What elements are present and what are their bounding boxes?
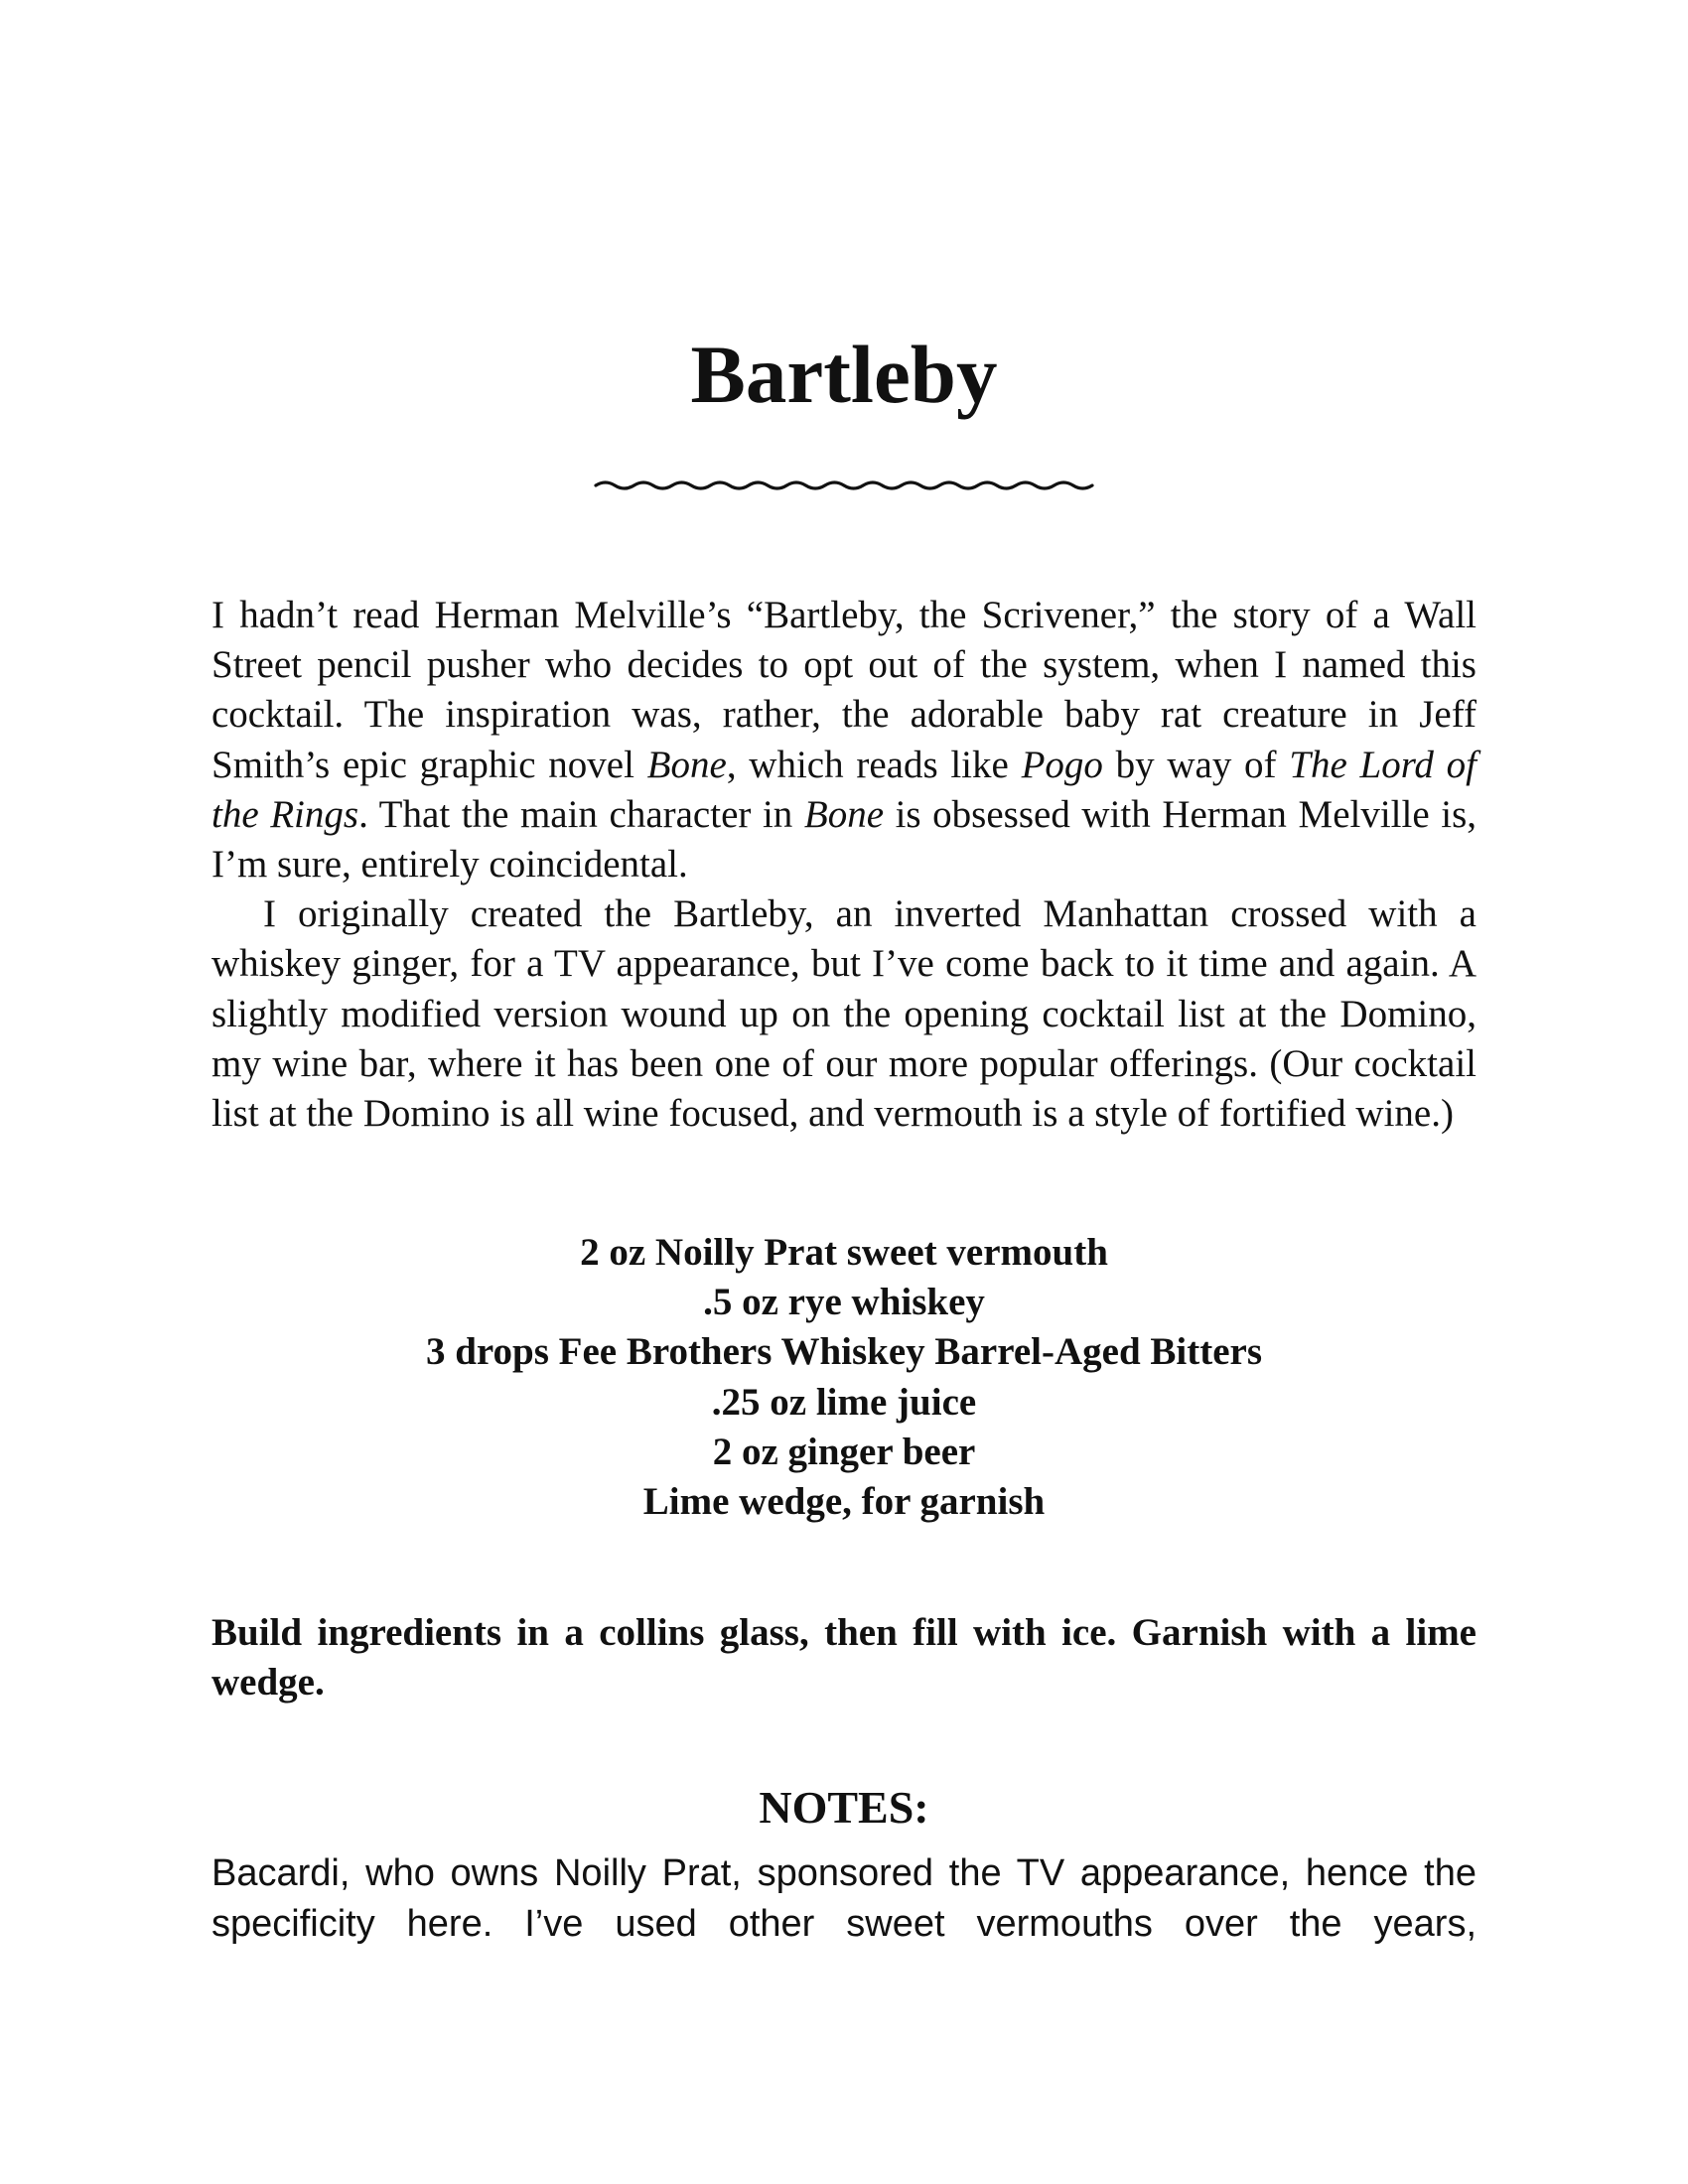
paragraph-text-run: I hadn’t read Herman Melville’s “Bartleby, the Scrivener,” the story of a Wall Street pencil pusher who decides to opt out of the system, when I named this cocktail. The inspiration was, rather, the adorable baby rat creature in Jeff Smith’s epic graphic novel (211, 594, 1477, 786)
notes-text: Bacardi, who owns Noilly Prat, sponsored the TV appearance, hence the specificity here. I’ve used other sweet vermouths over the years, (211, 1852, 1477, 1945)
intro-paragraph-1 (211, 591, 1477, 889)
intro-text (211, 591, 1477, 1139)
paragraph-text-run: . That the main character in (358, 792, 804, 836)
italic-title-text: Bone (803, 792, 885, 836)
ingredient-item: .5 oz rye whiskey (703, 1281, 985, 1324)
italic-title-text: The Lord of the Rings (211, 743, 1477, 836)
ingredient-item: 2 oz ginger beer (712, 1430, 976, 1473)
recipe-instructions: Build ingredients in a collins glass, then fill with ice. Garnish with a lime wedge. (211, 1611, 1477, 1705)
italic-title-text: Bone (646, 743, 727, 786)
paragraph-text-run: , which reads like (726, 743, 1022, 786)
ingredient-item: 3 drops Fee Brothers Whiskey Barrel-Aged Bitters (425, 1330, 1263, 1374)
notes-heading: NOTES: (759, 1782, 929, 1833)
recipe-title: Bartleby (690, 329, 998, 420)
paragraph-text-run: is obsessed with Herman Melville is, I’m sure, entirely coincidental. (211, 792, 1477, 887)
ingredient-list (211, 1228, 1477, 1527)
paragraph-text-run: by way of (1102, 743, 1290, 786)
italic-title-text: Pogo (1021, 743, 1103, 786)
ingredient-item: 2 oz Noilly Prat sweet vermouth (580, 1231, 1108, 1274)
wave-divider-ornament (594, 471, 1094, 500)
ingredient-item: .25 oz lime juice (711, 1380, 977, 1424)
ingredient-item: Lime wedge, for garnish (642, 1480, 1046, 1524)
intro-paragraph-2: I originally created the Bartleby, an inverted Manhattan crossed with a whiskey ginger, for a TV appearance, but I’ve come back to it time and again. A slightly modified version wound up on the opening cocktail list at the Domino, my wine bar, where it has been one of our more popular offerings. (Our cocktail list at the Domino is all wine focused, and vermouth is a style of fortified wine.) (211, 892, 1477, 1136)
